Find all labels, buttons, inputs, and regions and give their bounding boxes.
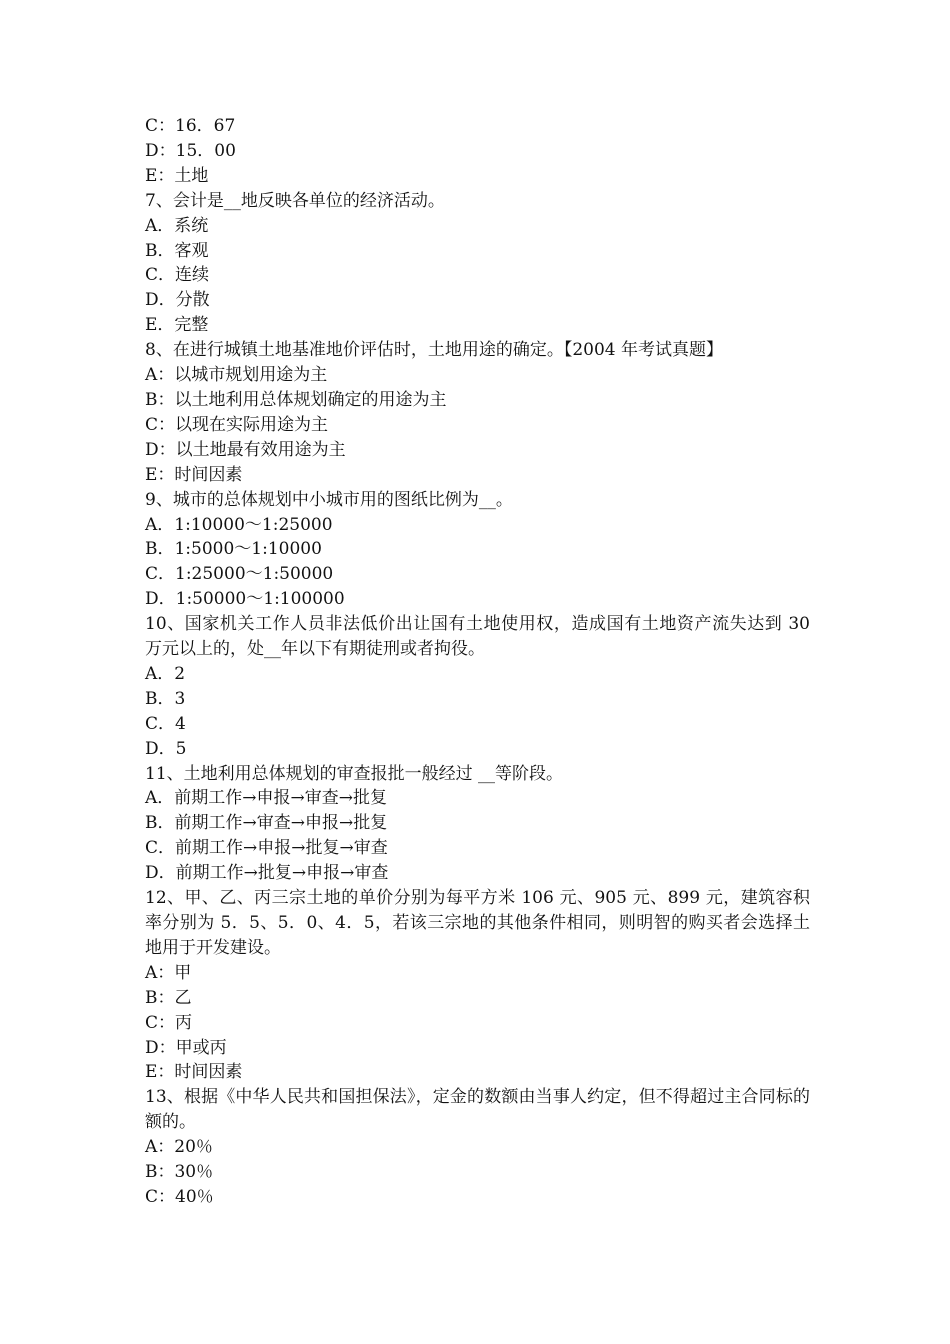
q13-option-c: C：40％ [145,1186,214,1207]
q10-option-b: B．3 [145,688,186,709]
q13-option-a: A：20％ [145,1137,213,1158]
q12-option-b: B：乙 [145,987,192,1008]
q12-option-c: C：丙 [145,1012,193,1033]
q8-option-c: C：以现在实际用途为主 [145,414,329,435]
q11-option-c: C．前期工作→申报→批复→审查 [145,838,388,859]
q11-option-a: A．前期工作→申报→审查→批复 [145,788,388,809]
q12-option-d: D：甲或丙 [145,1037,227,1058]
q12-option-a: A：甲 [145,962,192,983]
question-10: 10、国家机关工作人员非法低价出让国有土地使用权，造成国有土地资产流失达到 30 万元以上的，处__年以下有期徒刑或者拘役。 [145,614,816,660]
q11-option-d: D．前期工作→批复→申报→审查 [145,863,389,884]
q9-option-c: C．1:25000～1:50000 [145,564,334,585]
q7-option-e: E．完整 [145,315,209,336]
question-7: 7、会计是__地反映各单位的经济活动。 [145,190,445,211]
q13-option-b: B：30％ [145,1162,214,1183]
q8-option-a: A：以城市规划用途为主 [145,365,328,386]
q7-option-d: D．分散 [145,290,210,311]
q7-option-a: A．系统 [145,215,209,236]
document-body [145,114,816,1210]
q10-option-a: A．2 [145,663,186,684]
q9-option-b: B．1:5000～1:10000 [145,539,322,560]
q7-option-c: C．连续 [145,265,210,286]
q7-option-b: B．客观 [145,240,209,261]
option-e-line: E：土地 [145,165,209,186]
option-d-line: D：15．00 [145,140,236,161]
q9-option-a: A．1:10000～1:25000 [145,514,333,535]
question-13: 13、根据《中华人民共和国担保法》，定金的数额由当事人约定，但不得超过主合同标的额的。 [145,1087,810,1133]
q10-option-d: D．5 [145,738,187,759]
q12-option-e: E：时间因素 [145,1062,243,1083]
option-c-line: C：16．67 [145,116,236,136]
q11-option-b: B．前期工作→审查→申报→批复 [145,813,388,834]
question-8: 8、在进行城镇土地基准地价评估时，土地用途的确定。【2004 年考试真题】 [145,340,723,361]
question-11: 11、土地利用总体规划的审查报批一般经过 __等阶段。 [145,763,564,784]
q9-option-d: D．1:50000～1:100000 [145,589,345,610]
q8-option-e: E：时间因素 [145,464,243,485]
question-12: 12、甲、乙、丙三宗土地的单价分别为每平方米 106 元、905 元、899 元，建筑容积率分别为 5．5、5．0、4．5，若该三宗地的其他条件相同，则明智的购买者会选择土地用于开发建设。 [145,888,810,958]
q8-option-d: D：以土地最有效用途为主 [145,439,346,460]
q8-option-b: B：以土地利用总体规划确定的用途为主 [145,389,447,410]
question-9: 9、城市的总体规划中小城市用的图纸比例为__。 [145,489,513,510]
q10-option-c: C．4 [145,713,186,734]
